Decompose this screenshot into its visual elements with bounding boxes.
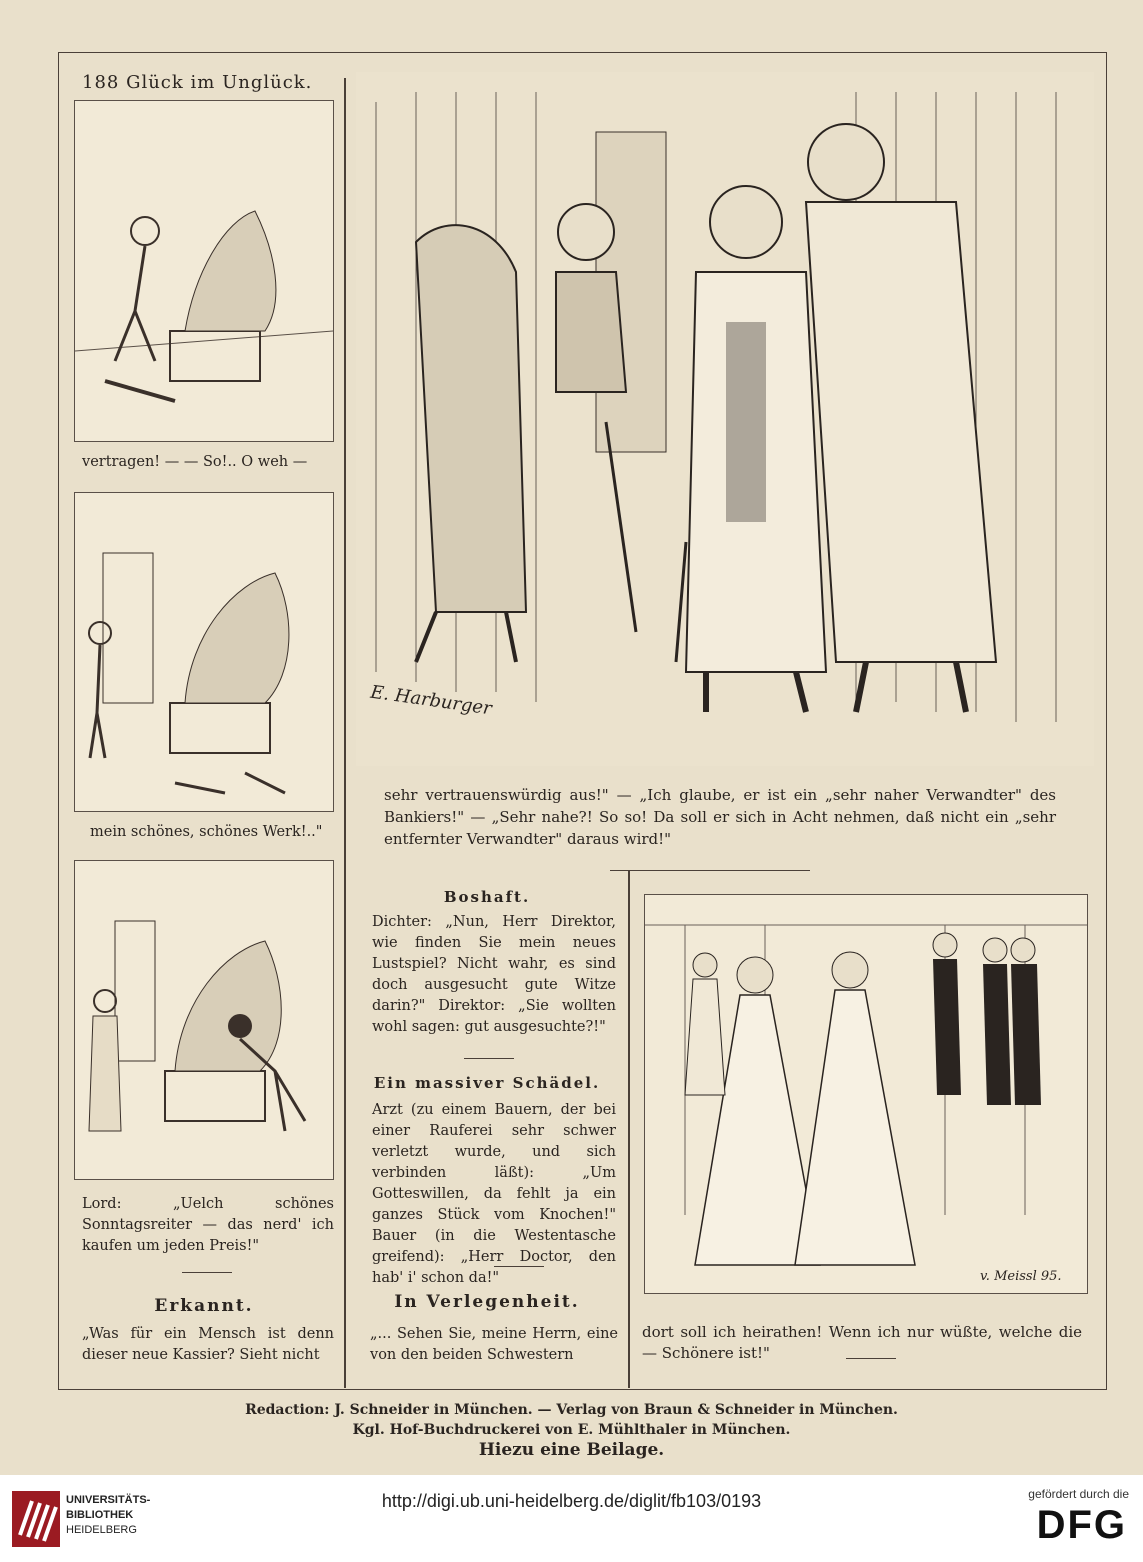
- cartoon-panel-2: [74, 492, 334, 812]
- cartoon-panel-3: [74, 860, 334, 1180]
- verlegenheit-text: „... Sehen Sie, meine Herrn, eine von den beiden Schwestern: [370, 1326, 618, 1363]
- divider-main: [610, 870, 810, 871]
- erkannt-title: Erkannt.: [154, 1296, 254, 1316]
- ball-illustration: [644, 894, 1088, 1294]
- main-caption: sehr vertrauenswürdig aus!" — „Ich glaube, er ist ein „sehr naher Verwandter" des Bankiers!" — „Sehr nahe?! So so! Da soll er sich in Acht nehmen, daß nicht ein „sehr entfernter Verwandter" daraus wird!": [384, 786, 1056, 848]
- divider-middle-1: [464, 1058, 514, 1059]
- sisters-ball-illustration: [645, 895, 1087, 1293]
- schaedel-title: Ein massiver Schädel.: [373, 1074, 601, 1092]
- dfg-logo: DFG: [1036, 1503, 1127, 1547]
- imprint-line-1: Redaction: J. Schneider in München. — Verlag von Braun & Schneider in München.: [245, 1402, 898, 1418]
- imprint-line-2: Kgl. Hof-Buchdruckerei von E. Mühlthaler in München.: [352, 1422, 791, 1438]
- column-rule-left: [344, 78, 346, 1388]
- library-name-line-2: BIBLIOTHEK: [66, 1509, 134, 1521]
- caption-panel-1: vertragen! — — So!.. O weh —: [82, 454, 308, 470]
- imprint-line-3: Hiezu eine Beilage.: [478, 1440, 665, 1460]
- caption-panel-2: mein schönes, schönes Werk!..": [90, 824, 323, 840]
- bankers-scene-illustration: [356, 72, 1094, 766]
- funded-by-label: gefördert durch die: [1028, 1487, 1129, 1501]
- boshaft-text: Dichter: „Nun, Herr Direktor, wie finden Sie mein neues Lustspiel? Nicht wahr, es sind doch ausgesucht gute Witze darin?" Direktor: „Sie wollten wohl sagen: gut ausgesuchte?!": [372, 914, 616, 1035]
- library-name-line-1: UNIVERSITÄTS-: [66, 1494, 151, 1506]
- column-rule-middle: [628, 870, 630, 1388]
- divider-right: [846, 1358, 896, 1359]
- caption-panel-3: Lord: „Uelch schönes Sonntagsreiter — das nerd' ich kaufen um jeden Preis!": [82, 1196, 334, 1254]
- ball-signature: v. Meissl 95.: [980, 1269, 1062, 1284]
- library-name-line-3: HEIDELBERG: [66, 1524, 137, 1536]
- ball-caption: dort soll ich heirathen! Wenn ich nur wüßte, welche die — Schönere ist!": [642, 1323, 1082, 1362]
- sculptor-illustration-2: [75, 493, 333, 811]
- viewer-footer: [0, 1475, 1143, 1562]
- sculptor-illustration-3: [75, 861, 333, 1179]
- divider-left: [182, 1272, 232, 1273]
- main-signature: E. Harburger: [369, 681, 493, 720]
- cartoon-panel-1: [74, 100, 334, 442]
- permalink-url[interactable]: http://digi.ub.uni-heidelberg.de/diglit/fb103/0193: [381, 1491, 762, 1511]
- boshaft-title: Boshaft.: [443, 888, 531, 906]
- erkannt-text: „Was für ein Mensch ist denn dieser neue Kassier? Sieht nicht: [82, 1326, 334, 1363]
- verlegenheit-title: In Verlegenheit.: [394, 1292, 580, 1312]
- page-header: 188 Glück im Unglück.: [82, 72, 313, 93]
- divider-middle-2: [494, 1266, 544, 1267]
- schaedel-text: Arzt (zu einem Bauern, der bei einer Rauferei sehr schwer verletzt wurde, und sich verbinden läßt): „Um Gotteswillen, da fehlt ja ein ganzes Stück vom Knochen!" Bauer (in die Westentasche greifend): „Herr Doctor, den hab' i' schon da!": [372, 1102, 616, 1286]
- main-illustration: [356, 72, 1094, 766]
- sculptor-illustration-1: [75, 101, 333, 441]
